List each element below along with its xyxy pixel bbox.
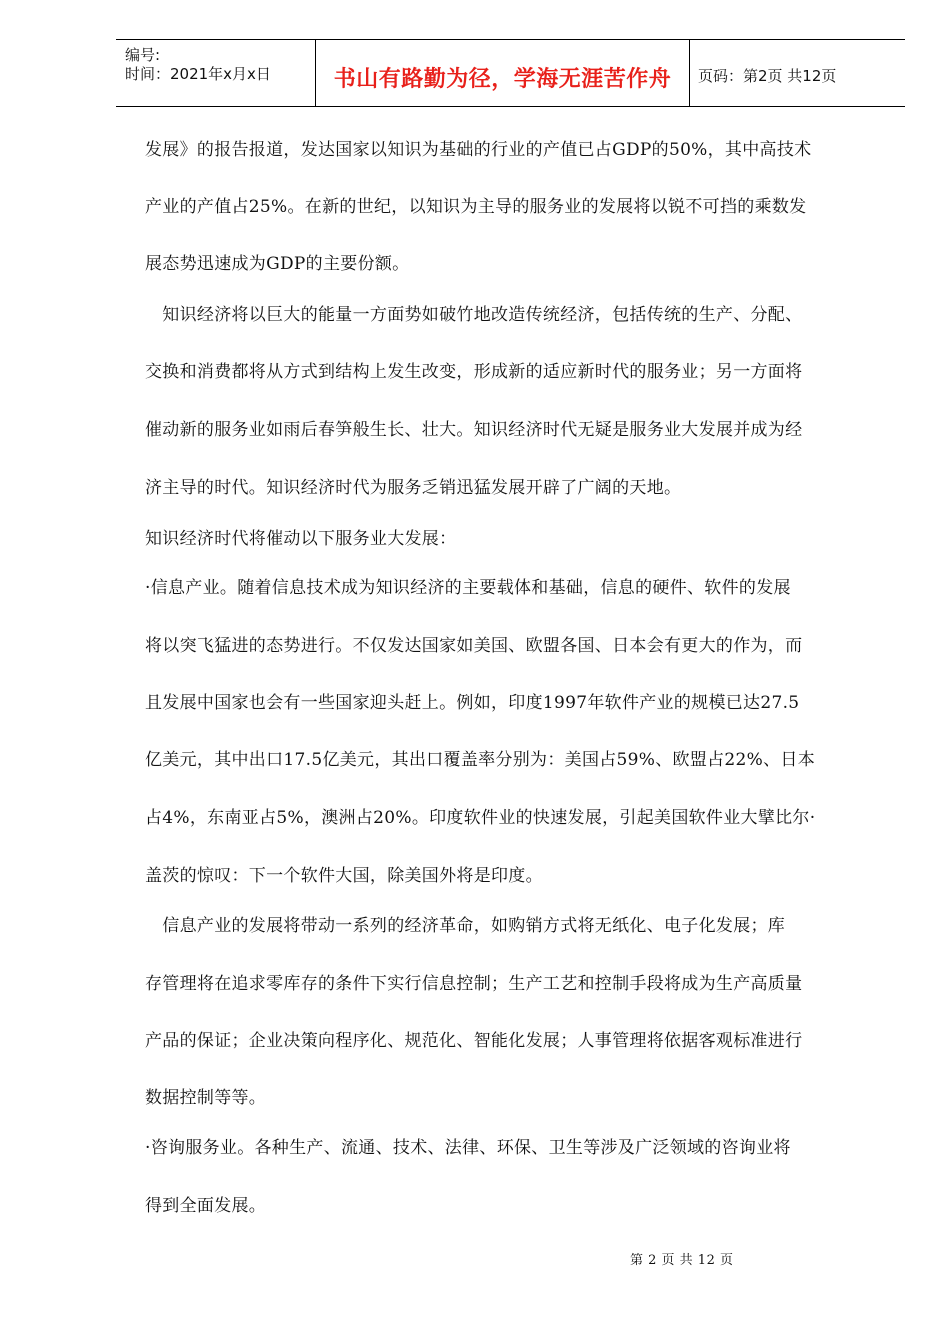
header-meta-cell (116, 40, 316, 106)
body-line: 且发展中国家也会有一些国家迎头赶上。例如，印度1997年软件产业的规模已达27.5 (145, 693, 800, 713)
page-footer: 第 2 页 共 12 页 (630, 1253, 734, 1268)
body-line: 盖茨的惊叹：下一个软件大国，除美国外将是印度。 (145, 866, 543, 886)
body-line: 占4%，东南亚占5%，澳洲占20%。印度软件业的快速发展，引起美国软件业大擘比尔· (145, 808, 816, 828)
body-line: 产业的产值占25%。在新的世纪，以知识为主导的服务业的发展将以锐不可挡的乘数发 (145, 197, 807, 217)
document-number-label: 编号: (125, 46, 161, 64)
body-line: 知识经济将以巨大的能量一方面势如破竹地改造传统经济，包括传统的生产、分配、 (145, 305, 803, 325)
body-line: 济主导的时代。知识经济时代为服务乏销迅猛发展开辟了广阔的天地。 (145, 478, 682, 498)
body-line: 展态势迅速成为GDP的主要份额。 (145, 254, 410, 274)
body-line: 交换和消费都将从方式到结构上发生改变，形成新的适应新时代的服务业；另一方面将 (145, 362, 803, 382)
body-line: ·信息产业。随着信息技术成为知识经济的主要载体和基础，信息的硬件、软件的发展 (145, 578, 791, 598)
header-motto-cell (316, 40, 690, 106)
body-line: 存管理将在追求零库存的条件下实行信息控制；生产工艺和控制手段将成为生产高质量 (145, 974, 803, 994)
body-line: 亿美元，其中出口17.5亿美元，其出口覆盖率分别为：美国占59%、欧盟占22%、日本 (145, 750, 816, 770)
body-line: ·咨询服务业。各种生产、流通、技术、法律、环保、卫生等涉及广泛领域的咨询业将 (145, 1138, 791, 1158)
body-line: 发展》的报告报道，发达国家以知识为基础的行业的产值已占GDP的50%，其中高技术 (145, 140, 812, 160)
body-line: 数据控制等等。 (145, 1088, 267, 1108)
body-line: 产品的保证；企业决策向程序化、规范化、智能化发展；人事管理将依据客观标准进行 (145, 1031, 803, 1051)
header-page-number: 页码：第2页 共12页 (698, 67, 837, 85)
document-time-label: 时间：2021年x月x日 (125, 65, 271, 83)
body-line: 将以突飞猛进的态势进行。不仅发达国家如美国、欧盟各国、日本会有更大的作为，而 (145, 636, 803, 656)
body-line: 信息产业的发展将带动一系列的经济革命，如购销方式将无纸化、电子化发展；库 (145, 916, 786, 936)
header-page-cell (690, 40, 905, 106)
body-line: 知识经济时代将催动以下服务业大发展： (145, 529, 457, 549)
body-line: 得到全面发展。 (145, 1196, 267, 1216)
body-line: 催动新的服务业如雨后春笋般生长、壮大。知识经济时代无疑是服务业大发展并成为经 (145, 420, 803, 440)
page-header (116, 39, 905, 107)
header-motto: 书山有路勤为径，学海无涯苦作舟 (333, 67, 672, 92)
